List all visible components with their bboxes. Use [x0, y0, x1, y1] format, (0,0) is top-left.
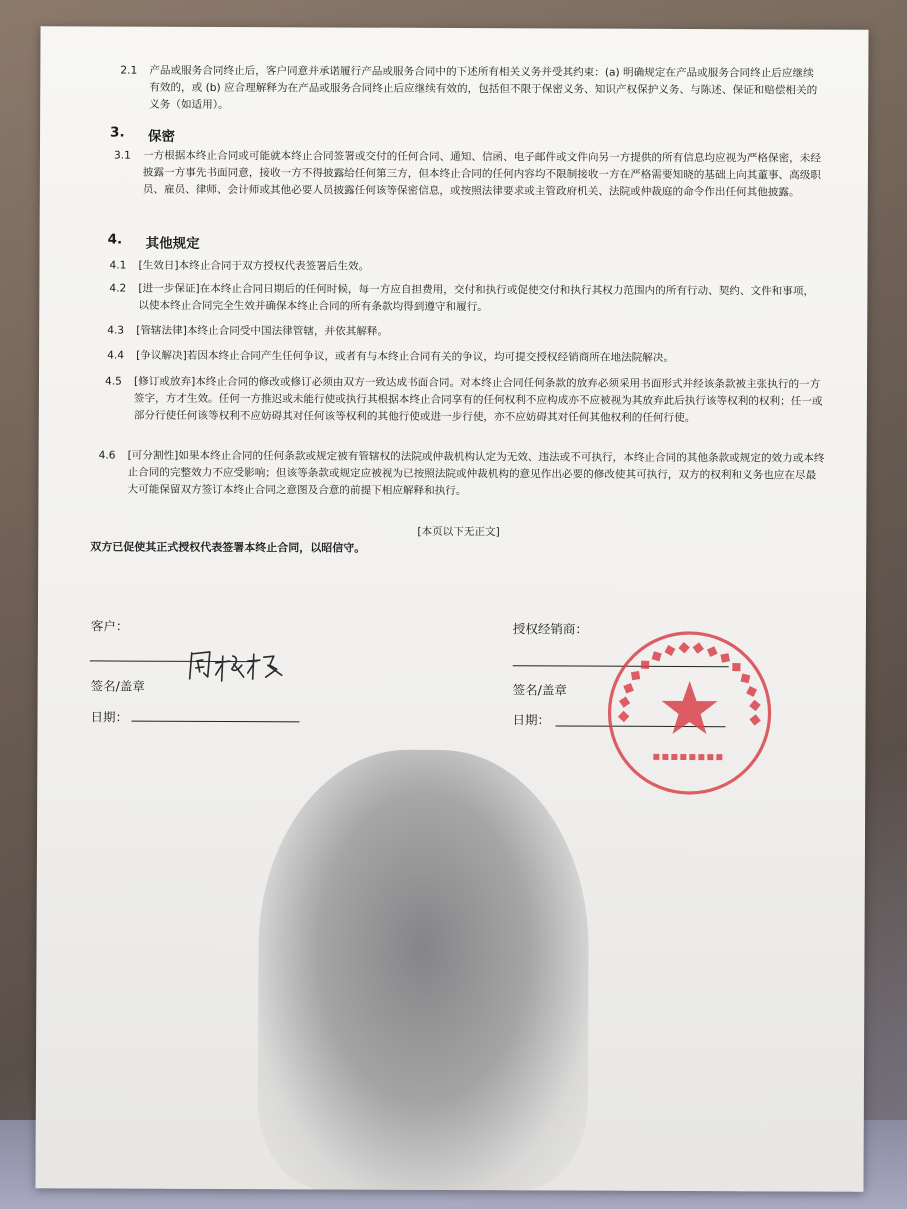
closing-statement: 双方已促使其正式授权代表签署本终止合同，以昭信守。 [90, 540, 366, 555]
end-of-text-note: [本页以下无正文] [417, 525, 500, 539]
clause-text: [生效日]本终止合同于双方授权代表签署后生效。 [138, 259, 370, 273]
clause-number: 2.1 [120, 64, 138, 77]
clause-text: [进一步保证]在本终止合同日期后的任何时候，每一方应自担费用，交付和执行或促使交付和执行其权力范围内的所有行动、契约、文件和事项，以使本终止合同完全生效并确保本终止合同的所有条款均得到遵守和履行。 [138, 282, 815, 314]
clause-text: [争议解决]若因本终止合同产生任何争议，或者有与本终止合同有关的争议，均可提交授权经销商所在地法院解决。 [136, 349, 675, 364]
dealer-sign-label: 签名/盖章 [512, 682, 567, 698]
clause-number: 4.5 [104, 375, 122, 388]
clause-4-3 [107, 322, 825, 338]
dealer-date-label: 日期： [512, 712, 551, 728]
customer-signature [178, 639, 308, 700]
clause-text: 一方根据本终止合同或可能就本终止合同签署或交付的任何合同、通知、信函、电子邮件或文件向另一方提供的所有信息均应视为严格保密，未经披露一方事先书面同意，接收一方不得披露给任何第三方，但本终止合同的任何内容均不限制接收一方在严格需要知晓的基础上向其董事、高级职员、雇员、律师、会计师或其他必要人员披露任何该等保密信息，或按照法律要求或主管政府机关、法院或仲裁庭的命令作出任何其他披露。 [142, 149, 821, 199]
heading-number: 4. [107, 231, 123, 248]
clause-4-1 [109, 258, 826, 273]
svg-text:◆◆◆◆◆◆◆◆◆◆◆◆◆◆◆◆: ◆◆◆◆◆◆◆◆◆◆◆◆◆◆◆◆ [613, 637, 766, 729]
clause-text: [可分割性]如果本终止合同的任何条款或规定被有管辖权的法院或仲裁机构认定为无效、违法或不可执行，本终止合同的其他条款或规定的效力或本终止合同的完整效力不应受影响；但该等条款或规定应被视为已按照法院或仲裁机构的意见作出必要的修改使其可执行，双方的权利和义务也应在尽最大可能保留双方签订本终止合同之意图及合意的前提下相应解释和执行。 [127, 449, 825, 498]
heading-number: 3. [110, 124, 125, 141]
heading-title: 保密 [148, 128, 176, 145]
clause-number: 4.6 [98, 449, 116, 462]
phone-shadow [257, 749, 589, 1190]
clause-text: [管辖法律]本终止合同受中国法律管辖，并依其解释。 [136, 324, 389, 338]
clause-text: 产品或服务合同终止后，客户同意并承诺履行产品或服务合同中的下述所有相关义务并受其约束：(a) 明确规定在产品或服务合同终止后应继续有效的，或 (b) 应合理解释为在产品或服务合同终止后应继续有效的，包括但不限于保密义务、知识产权保护义务、与陈述、保证和赔偿相关的义务（如适用）。 [149, 64, 818, 112]
clause-4-5 [104, 373, 827, 425]
customer-sign-label: 签名/盖章 [90, 678, 145, 694]
customer-date-line [132, 721, 300, 723]
clause-3-1 [113, 148, 826, 199]
clause-number: 4.2 [109, 282, 127, 295]
clause-text: [修订或放弃]本终止合同的修改或修订必须由双方一致达成书面合同。对本终止合同任何条款的放弃必须采用书面形式并经该条款被主张执行的一方签字，方才生效。任何一方推迟或未能行使或执行其根据本终止合同享有的任何权利不应构成亦不应被视为其放弃此后执行该等权利的权利；任一或部分行使任何该等权利不应妨碍其对任何该等权利的其他行使或进一步行使，亦不应妨碍其对任何其他权利的任何行使。 [133, 375, 823, 425]
clause-number: 4.1 [109, 259, 127, 272]
clause-2-1 [120, 63, 820, 112]
document-page [35, 26, 868, 1192]
clause-number: 3.1 [113, 149, 131, 162]
heading-title: 其他规定 [145, 235, 200, 252]
customer-label: 客户： [90, 618, 129, 634]
dealer-label: 授权经销商： [512, 621, 588, 637]
customer-date-label: 日期： [90, 709, 129, 725]
clause-number: 4.3 [107, 324, 125, 337]
company-seal [605, 629, 774, 798]
clause-number: 4.4 [107, 349, 124, 362]
clause-4-4 [107, 347, 825, 364]
clause-4-2 [109, 281, 825, 314]
clause-4-6 [98, 447, 829, 498]
